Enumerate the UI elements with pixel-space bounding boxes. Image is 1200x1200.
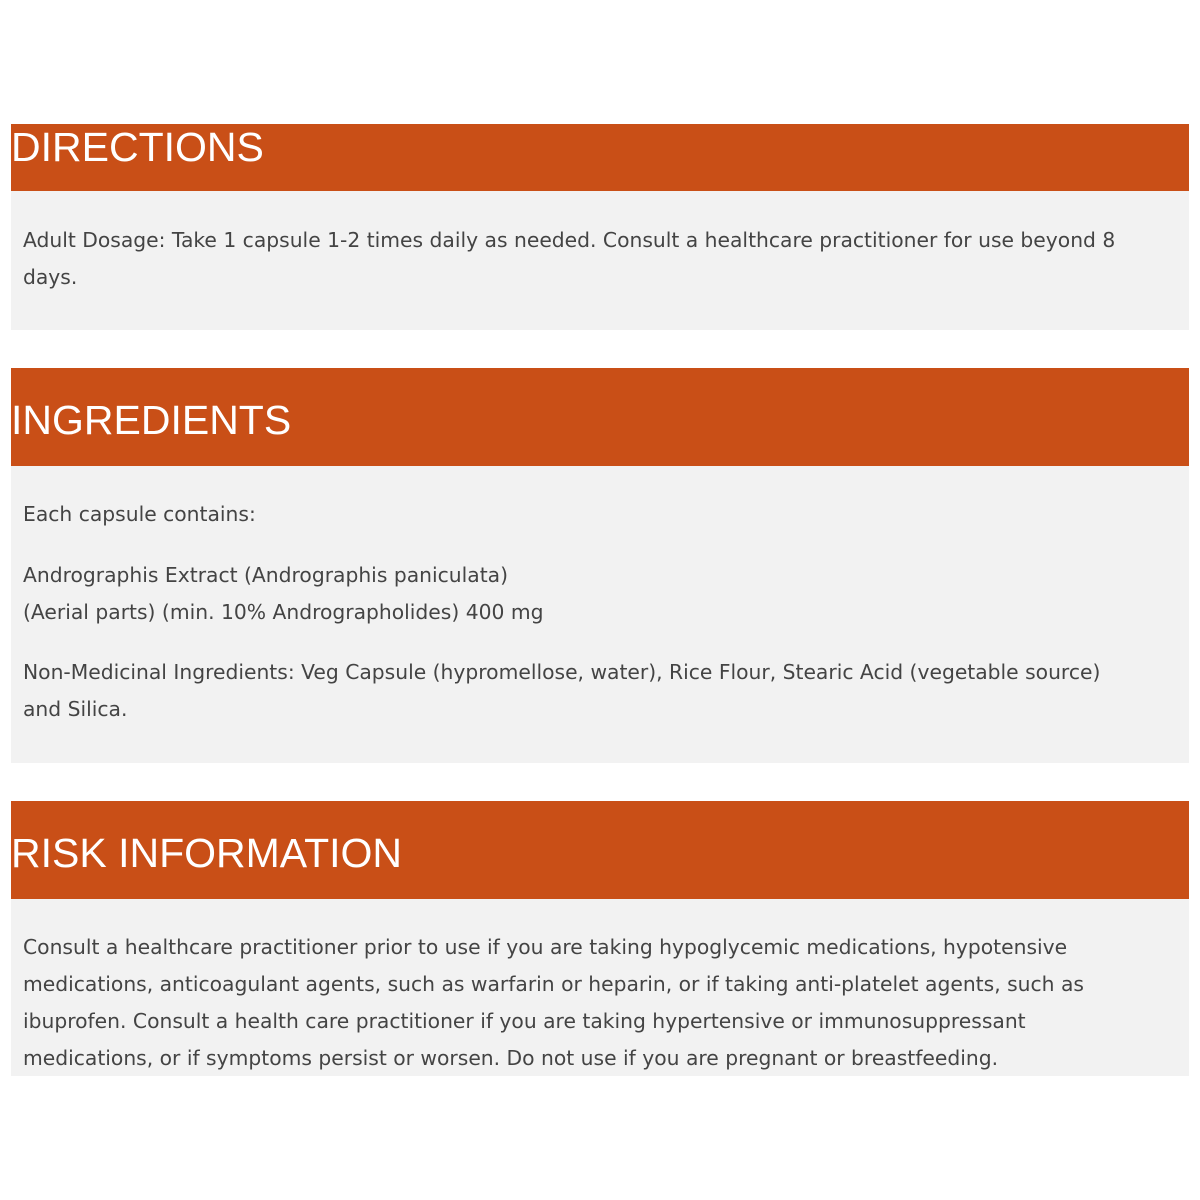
ingredients-extract-line: Andrographis Extract (Andrographis paniculata) — [23, 563, 508, 587]
directions-line: Adult Dosage: Take 1 capsule 1-2 times daily as needed. Consult a healthcare practitioner for use beyond 8 — [23, 228, 1116, 252]
ingredients-title: INGREDIENTS — [11, 397, 292, 443]
risk-information-line: medications, or if symptoms persist or worsen. Do not use if you are pregnant or breastfeeding. — [23, 1046, 999, 1070]
directions-header — [11, 124, 1189, 191]
risk-information-text — [23, 929, 1084, 1077]
risk-information-line: Consult a healthcare practitioner prior to use if you are taking hypoglycemic medications, hypotensive — [23, 935, 1068, 959]
ingredients-body — [11, 466, 1189, 763]
ingredients-non-medicinal — [23, 654, 1100, 728]
risk-information-line: ibuprofen. Consult a health care practitioner if you are taking hypertensive or immunosuppressant — [23, 1009, 1026, 1033]
risk-information-header — [11, 801, 1189, 899]
directions-title: DIRECTIONS — [11, 124, 264, 170]
directions-text — [23, 222, 1115, 296]
ingredients-non-medicinal-line: and Silica. — [23, 697, 128, 721]
risk-information-body — [11, 899, 1189, 1076]
ingredients-intro-line: Each capsule contains: — [23, 502, 256, 526]
ingredients-non-medicinal-line: Non-Medicinal Ingredients: Veg Capsule (hypromellose, water), Rice Flour, Stearic Acid (vegetable source) — [23, 660, 1101, 684]
ingredients-extract — [23, 557, 544, 631]
risk-information-title: RISK INFORMATION — [11, 830, 403, 876]
ingredients-intro — [23, 496, 256, 533]
ingredients-header — [11, 368, 1189, 466]
directions-line: days. — [23, 265, 78, 289]
directions-body — [11, 191, 1189, 330]
ingredients-extract-line: (Aerial parts) (min. 10% Andrographolides) 400 mg — [23, 600, 544, 624]
risk-information-line: medications, anticoagulant agents, such as warfarin or heparin, or if taking anti-platelet agents, such as — [23, 972, 1084, 996]
